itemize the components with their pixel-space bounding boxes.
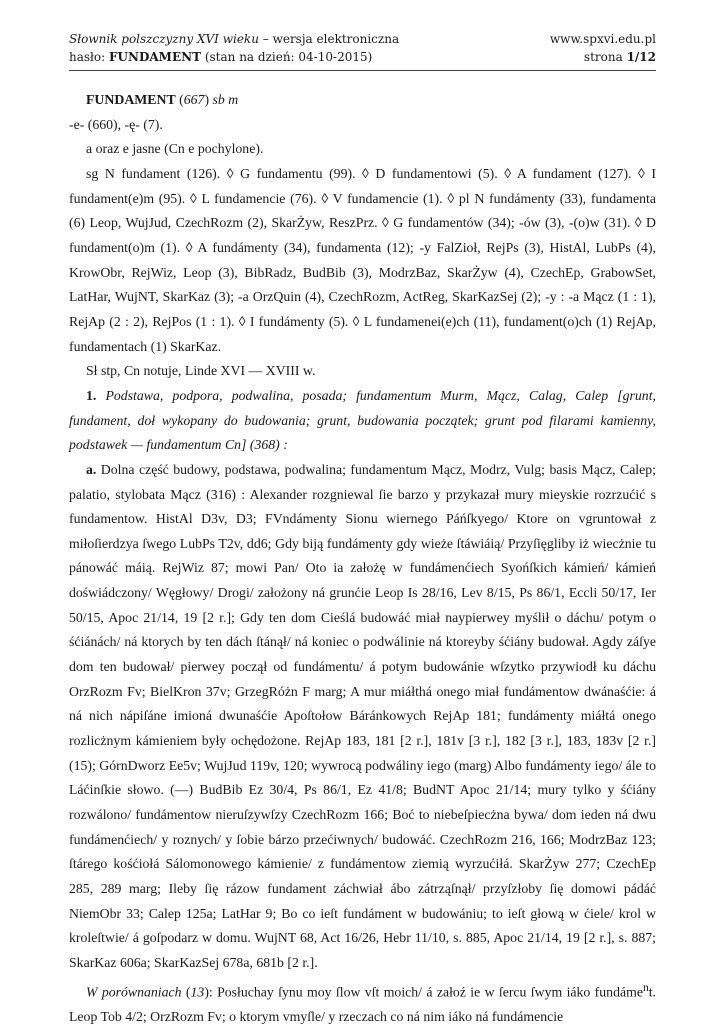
entry-sources: Sł stp, Cn notuje, Linde XVI — XVIII w. [86, 363, 316, 379]
source-title-line [69, 30, 399, 48]
haslo-label: hasło: [69, 50, 110, 64]
entry-headword: FUNDAMENT [86, 92, 176, 107]
sense-comparisons-rest: t. Leop Tob 4/2; OrzRozm Fv; o ktorym vmyſle/ y rzeczach co ná nim iáko ná fundámencie [69, 984, 656, 1024]
page-header [69, 30, 656, 66]
source-suffix: – wersja elektroniczna [258, 32, 400, 46]
header-row-2 [69, 48, 656, 66]
source-title: Słownik polszczyzny XVI wieku [69, 32, 259, 46]
header-divider [69, 70, 656, 71]
sense-comparisons-count: 13 [190, 984, 205, 1000]
entry-pos: sb m [212, 92, 239, 107]
site-url[interactable]: www.spxvi.edu.pl [549, 32, 656, 46]
superscript-n: n [642, 981, 649, 994]
sense-1a [69, 458, 656, 976]
header-headword: FUNDAMENT [109, 50, 202, 64]
entry-pronunciation: a oraz e jasne (Cn e pochylone). [86, 141, 264, 157]
entry-forms: sg N fundament (126). ◊ G fundamentu (99). ◊ D fundamentowi (5). ◊ A fundament (127). ◊ I fundament(e)m (95). ◊ L fundamencie (76). ◊ V fundamencie (1). ◊ pl N fundámenty (33), fundamenta (6) Leop, WujJud, CzechRozm (2), SkarŻyw, ReszPrz. ◊ G fundamentów (34); -ów (3), -(o)w (31). ◊ D fundament(o)m (1). ◊ A fundámenty (34), fundamenta (12); -y FalZioł, RejPs (3), HistAl, LubPs (4), KrowObr, RejWiz, Leop (3), BibRadz, BudBib (3), ModrzBaz, SkarŻyw (4), CzechEp, GrabowSet, LatHar, WujNT, SkarKaz (3); -a OrzQuin (4), CzechRozm, ActReg, SkarKazSej (2); -y : -a Mącz (1 : 1), RejAp (2 : 2), RejPos (1 : 1). ◊ I fundámenty (5). ◊ L fundamenei(e)ch (11), fundament(o)ch (1) RejAp, fundamentach (1) SkarKaz. [69, 165, 656, 354]
entry-variants: -e- (660), -ę- (7). [69, 116, 163, 132]
sense-comparisons-text: Posłuchay ſynu moy ſlow vſt moich/ á załoź ie w ſercu ſwym iáko fundáme [217, 984, 643, 1000]
entry-body [69, 88, 656, 1030]
sense-comparisons: W porównaniach (13): Posłuchay ſynu moy ſlow vſt moich/ á załoź ie w ſercu ſwym iáko fundáme$^n$t. Leop Tob 4/2; OrzRozm Fv; o ktorym vmyſle/ y rzeczach co ná nim iáko ná fundámencie [69, 981, 656, 1024]
sense-1-definition: Podstawa, podpora, podwalina, posada; fundamentum Murm, Mącz, Calag, Calep [grunt, fundament, doł wykopany do budowania; grunt, budowania początek; grunt pod filarami kamienny, podstawek — fundamentum Cn] (368) : [69, 387, 656, 453]
sense-1a-label: a. [86, 461, 97, 477]
page-indicator [584, 48, 656, 66]
headword-line [69, 48, 372, 66]
entry-heading: FUNDAMENT (667) sb m [86, 92, 239, 107]
sense-1a-text: Dolna część budowy, podstawa, podwalina; fundamentum Mącz, Modrz, Vulg; basis Mącz, Calep; palatio, stylobata Mącz (316) : Alexander rozgniewal ſie barzo y przykazał mury mieyskie rozrzućić s fundamentow. HistAl D3v, D3; FVndámenty Sionu wiernego Páńſkyego/ Ktore on vgruntował z miłoſierdzya ſwego LubPs T2v, dd6; Gdy biją fundámenty gdy wieże ſtáwiáią/ Przyſięgliby iż wiecżnie tu pánowáć máią. RejWiz 87; mowi Pan/ Oto ia założę w fundámenćiech Syońſkich kámień/ kámień doświádczony/ Węgłowy/ Drogi/ założony ná grunćie Leop Is 28/16, Lev 8/15, Ps 86/1, Eccli 50/17, Ier 50/15, Apoc 21/14, 19 [2 r.]; Gdy ten dom Cieślá budowáć miał naypierwey myślił o dáchu/ potym o śćiánách/ ná ktorych by ten dách ſtánął/ ná koniec o podwálinie ná ktoreyby śćiány budował. Agdy záſye dom ten budował/ pierwey począł od fundámentu/ á potym budowánie wſzytko przywiodł ku dáchu OrzRozm Fv; BielKron 37v; GrzegRóżn F marg; A mur miáłthá onego miał fundámentow dwánaśćie: á ná nich nápiſáne imioná dwunaśćie Apoſtołow Báránkowych RejAp 181; fundámenty miáłtá onego rozlicżnym kámieniem były ochędożone. RejAp 183, 181 [2 r.], 181v [3 r.], 182 [3 r.], 183, 183v [2 r.] (15); GórnDworz Ee5v; WujJud 119v, 120; wywrocą podwáliny iego (marg) Albo fundámenty iego/ ále to Láćinſkie słowo. (—) BudBib Ez 30/4, Ps 86/1, Ez 41/8; BudNT Apoc 21/14; mury tylko y śćiány rozwálono/ fundámentow nieruſzywſzy CzechRozm 166; Boć to niebeſpiecżna bywa/ dom ieden ná dwu fundámenćiech/ y roznych/ y ſobie bárzo przećiwnych/ budowáć. CzechRozm 216, 166; ModrzBaz 123; ſtárego kośćiołá Sálomonowego kámienie/ z fundámentow ziemią wyrzućiłá. SkarŻyw 277; CzechEp 285, 289 marg; Ileby ſię rázow fundament záchwiał ábo zátrząſnął/ przyſzłoby ſię domowi pádáć NiemObr 33; Calep 125a; LatHar 9; Bo co ieſt fundáment w budowániu; to ieſt głową w ćiele/ krol w kroleſtwie/ á goſpodarz w domu. WujNT 68, Act 16/26, Hebr 11/10, s. 885, Apoc 21/14, 19 [2 r.], s. 887; SkarKaz 606a; SkarKazSej 678a, 681b [2 r.]. [69, 461, 657, 970]
entry-count: 667 [183, 92, 205, 107]
page-number: 1/12 [626, 50, 656, 64]
sense-1 [69, 384, 656, 458]
sense-comparisons-label: W porównaniach [86, 984, 182, 1000]
date-note: (stan na dzień: 04-10-2015) [201, 50, 373, 64]
header-row-1 [69, 30, 656, 48]
sense-1-number: 1. [86, 387, 97, 403]
page-label: strona [583, 50, 627, 64]
